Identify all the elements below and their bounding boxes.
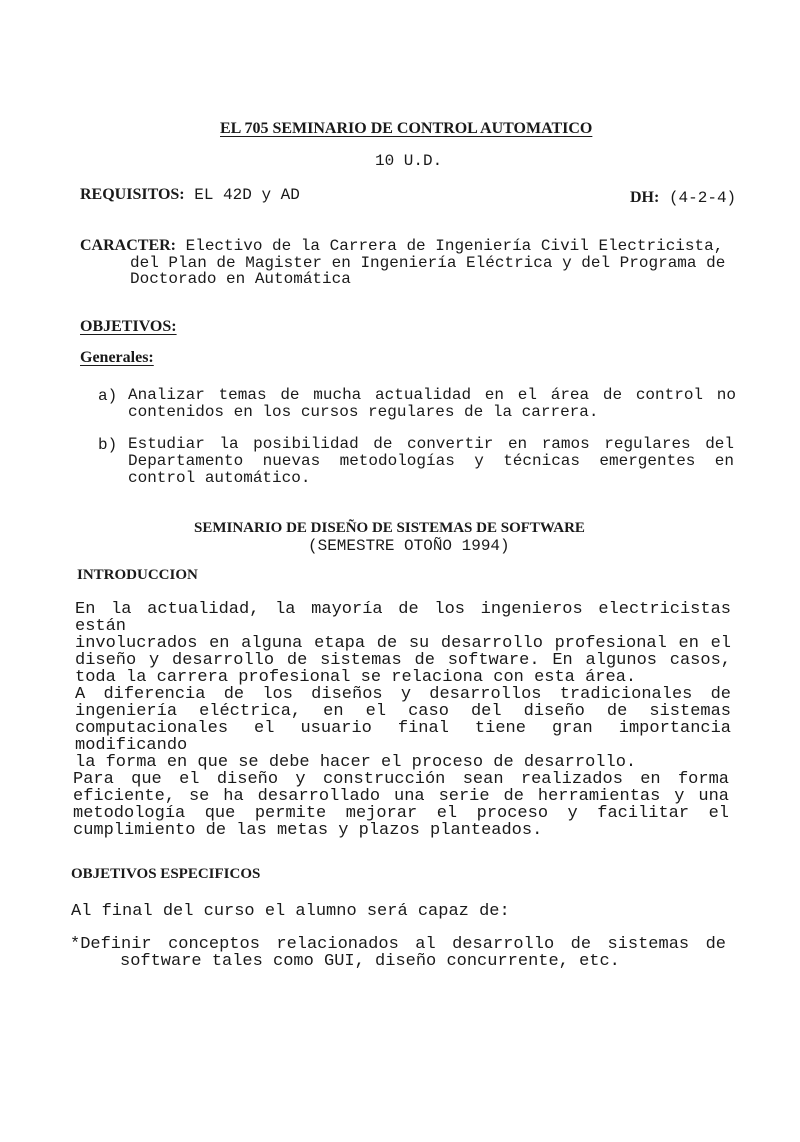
course-title: EL 705 SEMINARIO DE CONTROL AUTOMATICO [220, 120, 593, 137]
especificos-intro: Al final del curso el alumno será capaz de: [71, 902, 510, 921]
objetivos-heading: OBJETIVOS: [80, 318, 177, 335]
objetivos-especificos-heading: OBJETIVOS ESPECIFICOS [71, 866, 261, 882]
especificos-item: *Definir conceptos relacionados al desarrollo de sistemas de software tales como GUI, diseño concurrente, etc. [70, 935, 726, 971]
objetivo-b-text: Estudiar la posibilidad de convertir en ramos regulares del Departamento nuevas metodologías y técnicas emergentes en control automático. [128, 435, 734, 487]
generales-heading: Generales: [80, 349, 154, 366]
caracter-text-1: Electivo de la Carrera de Ingeniería Civil Electricista, [185, 237, 724, 255]
objetivo-b-marker: b) [98, 436, 118, 454]
intro-paragraph-3: Para que el diseño y construcción sean realizados en forma eficiente, se ha desarrollado una serie de herramientas y una metodología que permite mejorar el proceso y facilitar el cumplimiento de las metas y plazos planteados. [73, 770, 729, 840]
objetivo-a-text: Analizar temas de mucha actualidad en el área de control no contenidos en los cursos regulares de la carrera. [128, 386, 736, 421]
caracter-line-3: Doctorado en Automática [130, 270, 351, 288]
caracter-line-2: del Plan de Magister en Ingeniería Eléctrica y del Programa de [130, 254, 726, 272]
requisitos-value: EL 42D y AD [194, 186, 300, 204]
dh-label: DH: [630, 189, 660, 206]
introduccion-heading: INTRODUCCION [77, 567, 198, 583]
caracter-line-1 [80, 237, 723, 255]
dh-value: (4-2-4) [668, 189, 737, 207]
intro-paragraph-2: A diferencia de los diseños y desarrollos tradicionales de ingeniería eléctrica, en el caso del diseño de sistemas computacionales el usuario final tiene gran importancia modificando la forma en que se debe hacer el proceso de desarrollo. [75, 685, 731, 772]
seminario-subtitle: (SEMESTRE OTOÑO 1994) [308, 537, 510, 555]
dh-line [630, 189, 736, 207]
requisitos-label: REQUISITOS: [80, 186, 185, 203]
credits: 10 U.D. [375, 152, 443, 170]
requisitos-line [80, 186, 300, 204]
intro-paragraph-1: En la actualidad, la mayoría de los ingenieros electricistas están involucrados en alguna etapa de su desarrollo profesional en el diseño y desarrollo de sistemas de software. En algunos casos, toda la carrera profesional se relaciona con esta área. [75, 600, 731, 687]
seminario-title: SEMINARIO DE DISEÑO DE SISTEMAS DE SOFTWARE [194, 520, 585, 536]
caracter-label: CARACTER: [80, 237, 176, 254]
objetivo-a-marker: a) [98, 387, 118, 405]
